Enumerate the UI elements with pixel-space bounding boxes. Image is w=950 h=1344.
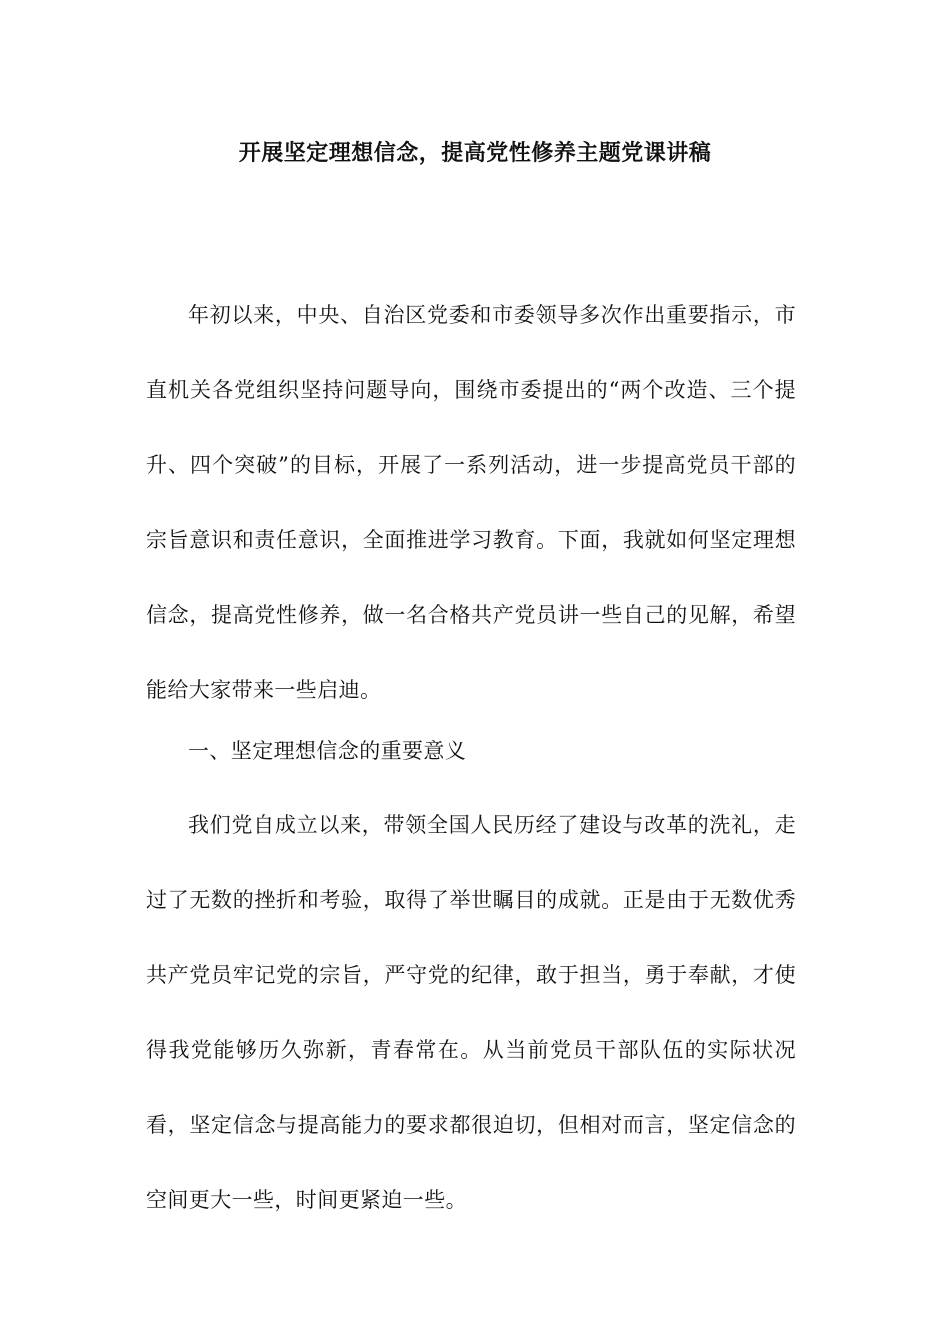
paragraph-body: 我们党自成立以来，带领全国人民历经了建设与改革的洗礼，走过了无数的挫折和考验，取得了举世瞩目的成就。正是由于无数优秀共产党员牢记党的宗旨，严守党的纪律，敢于担当，勇于奉献，才使得我党能够历久弥新，青春常在。从当前党员干部队伍的实际状况看，坚定信念与提高能力的要求都很迫切，但相对而言，坚定信念的空间更大一些，时间更紧迫一些。: [146, 813, 796, 1212]
paragraph-intro: 年初以来，中央、自治区党委和市委领导多次作出重要指示，市直机关各党组织坚持问题导向，围绕市委提出的“两个改造、三个提升、四个突破”的目标，开展了一系列活动，进一步提高党员干部的宗旨意识和责任意识，全面推进学习教育。下面，我就如何坚定理想信念，提高党性修养，做一名合格共产党员讲一些自己的见解，希望能给大家带来一些启迪。: [146, 303, 796, 702]
document-title: 开展坚定理想信念，提高党性修养主题党课讲稿: [238, 140, 712, 166]
section-heading: 一、坚定理想信念的重要意义: [188, 739, 467, 763]
